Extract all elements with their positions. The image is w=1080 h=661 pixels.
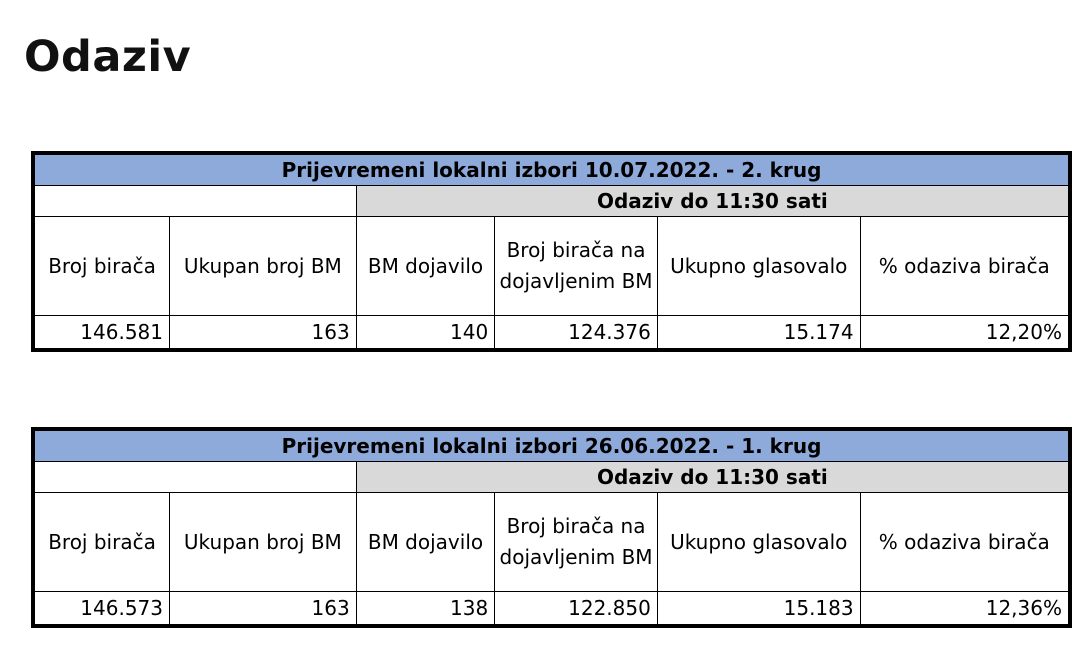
table-title: Prijevremeni lokalni izbori 10.07.2022. - 2. krug: [33, 153, 1070, 186]
table-row: [33, 592, 1070, 627]
column-header: Ukupan broj BM: [170, 217, 357, 316]
column-header: Ukupan broj BM: [170, 493, 357, 592]
value-cell: 12,20%: [860, 316, 1070, 351]
table-title-row: [33, 153, 1070, 186]
column-header: Ukupno glasovalo: [657, 217, 860, 316]
table-subtitle-row: [33, 186, 1070, 217]
column-header: Broj birača na dojavljenim BM: [495, 217, 658, 316]
turnout-table-round-1: [31, 427, 1072, 628]
column-header: BM dojavilo: [356, 493, 495, 592]
turnout-table-round-2: [31, 151, 1072, 352]
column-header: Broj birača: [33, 217, 170, 316]
value-cell: 122.850: [495, 592, 658, 627]
value-cell: 146.581: [33, 316, 170, 351]
column-header: BM dojavilo: [356, 217, 495, 316]
value-cell: 163: [170, 316, 357, 351]
value-cell: 15.183: [657, 592, 860, 627]
column-header-row: [33, 217, 1070, 316]
column-header: Broj birača: [33, 493, 170, 592]
column-header: % odaziva birača: [860, 493, 1070, 592]
column-header: Broj birača na dojavljenim BM: [495, 493, 658, 592]
empty-cell: [33, 186, 356, 217]
value-cell: 124.376: [495, 316, 658, 351]
column-header: % odaziva birača: [860, 217, 1070, 316]
empty-cell: [33, 462, 356, 493]
value-cell: 138: [356, 592, 495, 627]
table-subtitle: Odaziv do 11:30 sati: [356, 186, 1070, 217]
table-title: Prijevremeni lokalni izbori 26.06.2022. - 1. krug: [33, 429, 1070, 462]
table-row: [33, 316, 1070, 351]
value-cell: 146.573: [33, 592, 170, 627]
table-subtitle: Odaziv do 11:30 sati: [356, 462, 1070, 493]
table-title-row: [33, 429, 1070, 462]
table-subtitle-row: [33, 462, 1070, 493]
column-header: Ukupno glasovalo: [657, 493, 860, 592]
value-cell: 15.174: [657, 316, 860, 351]
value-cell: 163: [170, 592, 357, 627]
value-cell: 140: [356, 316, 495, 351]
value-cell: 12,36%: [860, 592, 1070, 627]
page-title: Odaziv: [24, 32, 192, 82]
column-header-row: [33, 493, 1070, 592]
